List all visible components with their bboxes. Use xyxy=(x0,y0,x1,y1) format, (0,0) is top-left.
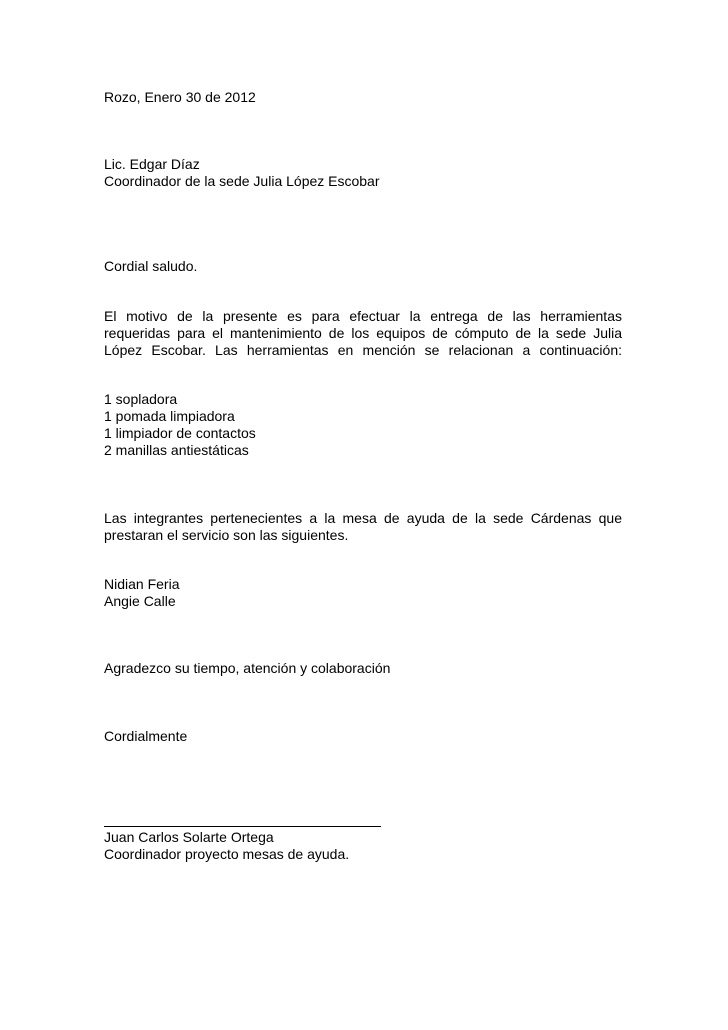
team-paragraph-line: prestaran el servicio son las siguientes. xyxy=(104,527,349,543)
signatory-name: Juan Carlos Solarte Ortega xyxy=(104,829,274,845)
signature-line xyxy=(104,826,381,827)
intro-paragraph-line: El motivo de la presente es para efectuar la entrega de las herramientas xyxy=(104,308,622,324)
recipient-name: Lic. Edgar Díaz xyxy=(104,156,200,172)
team-paragraph xyxy=(104,510,622,544)
thanks-line: Agradezco su tiempo, atención y colaboración xyxy=(104,660,391,676)
team-member: Nidian Feria xyxy=(104,576,180,592)
tool-item: 2 manillas antiestáticas xyxy=(104,442,249,458)
team-paragraph-line: Las integrantes pertenecientes a la mesa de ayuda de la sede Cárdenas que xyxy=(104,510,622,526)
team-member: Angie Calle xyxy=(104,593,176,609)
signatory-title: Coordinador proyecto mesas de ayuda. xyxy=(104,846,350,862)
tool-item: 1 sopladora xyxy=(104,391,178,407)
tool-item: 1 pomada limpiadora xyxy=(104,408,235,424)
intro-paragraph-line: requeridas para el mantenimiento de los equipos de cómputo de la sede Julia xyxy=(104,325,622,341)
greeting: Cordial saludo. xyxy=(104,258,198,274)
recipient-title: Coordinador de la sede Julia López Escobar xyxy=(104,173,380,189)
letter-date: Rozo, Enero 30 de 2012 xyxy=(104,89,256,105)
tool-item: 1 limpiador de contactos xyxy=(104,425,256,441)
intro-paragraph-line: López Escobar. Las herramientas en mención se relacionan a continuación: xyxy=(104,342,622,358)
intro-paragraph xyxy=(104,308,622,359)
closing: Cordialmente xyxy=(104,728,188,744)
